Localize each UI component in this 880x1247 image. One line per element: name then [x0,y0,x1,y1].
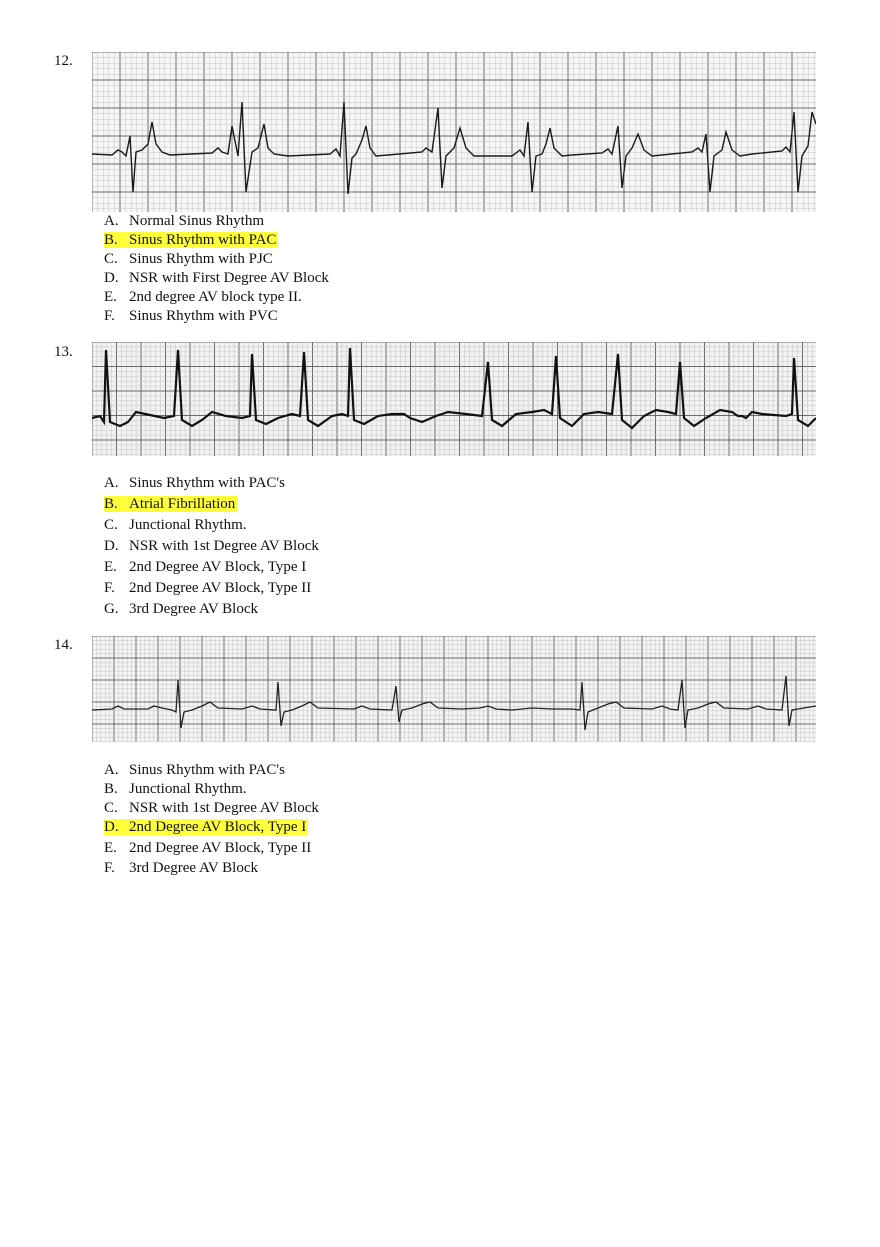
option-letter: F. [104,308,115,324]
option-text: NSR with 1st Degree AV Block [129,538,319,554]
option-text: 2nd degree AV block type II. [129,289,302,305]
option-text: 2nd Degree AV Block, Type I [129,559,307,575]
option-letter: G. [104,601,119,617]
option-13-g[interactable] [104,600,319,621]
option-12-c[interactable] [104,250,329,269]
option-14-f[interactable] [104,859,319,878]
option-13-b-selected[interactable] [104,495,319,516]
question-14-options [104,761,319,878]
option-13-e[interactable] [104,558,319,579]
option-text: Sinus Rhythm with PAC's [129,762,285,778]
question-12-options [104,212,329,326]
option-letter: F. [104,860,115,876]
option-letter: B. [104,232,118,248]
question-12-number: 12. [54,53,73,69]
option-13-d[interactable] [104,537,319,558]
ecg-strip-12 [92,52,816,212]
ecg-strip-14 [92,636,816,742]
option-text: NSR with 1st Degree AV Block [129,800,319,816]
option-12-b-selected[interactable] [104,231,329,250]
question-13-number: 13. [54,344,73,360]
option-text: 2nd Degree AV Block, Type I [129,819,307,835]
option-text: Junctional Rhythm. [129,517,247,533]
option-text: Sinus Rhythm with PAC's [129,475,285,491]
option-text: 2nd Degree AV Block, Type II [129,840,312,856]
option-letter: D. [104,819,119,835]
option-text: 2nd Degree AV Block, Type II [129,580,312,596]
option-letter: E. [104,840,117,856]
option-12-f[interactable] [104,307,329,326]
option-12-d[interactable] [104,269,329,288]
option-text: Atrial Fibrillation [129,496,236,512]
option-12-a[interactable] [104,212,329,231]
option-letter: A. [104,762,119,778]
option-letter: C. [104,251,118,267]
option-letter: E. [104,289,117,305]
ecg-paper-13 [92,342,816,456]
ecg-strip-13 [92,342,816,456]
option-letter: F. [104,580,115,596]
option-letter: C. [104,800,118,816]
ecg-strip-12-graphic [92,52,816,212]
ecg-strip-13-graphic [92,342,816,456]
option-text: Junctional Rhythm. [129,781,247,797]
option-14-b[interactable] [104,780,319,799]
option-14-e[interactable] [104,839,319,858]
option-letter: B. [104,781,118,797]
ecg-strip-14-graphic [92,636,816,742]
option-13-c[interactable] [104,516,319,537]
option-text: Normal Sinus Rhythm [129,213,265,229]
question-13-options [104,474,319,621]
option-text: NSR with First Degree AV Block [129,270,329,286]
option-12-e[interactable] [104,288,329,307]
option-letter: A. [104,213,119,229]
option-14-c[interactable] [104,799,319,818]
option-letter: C. [104,517,118,533]
option-text: Sinus Rhythm with PAC [129,232,277,248]
option-letter: D. [104,538,119,554]
option-text: Sinus Rhythm with PJC [129,251,273,267]
option-text: Sinus Rhythm with PVC [129,308,278,324]
question-14-number: 14. [54,637,73,653]
option-letter: D. [104,270,119,286]
option-letter: A. [104,475,119,491]
ecg-paper-12 [92,52,816,212]
option-14-d-selected[interactable] [104,818,319,837]
option-13-a[interactable] [104,474,319,495]
option-letter: B. [104,496,118,512]
option-13-f[interactable] [104,579,319,600]
option-text: 3rd Degree AV Block [129,860,259,876]
option-14-a[interactable] [104,761,319,780]
option-text: 3rd Degree AV Block [129,601,259,617]
option-letter: E. [104,559,117,575]
